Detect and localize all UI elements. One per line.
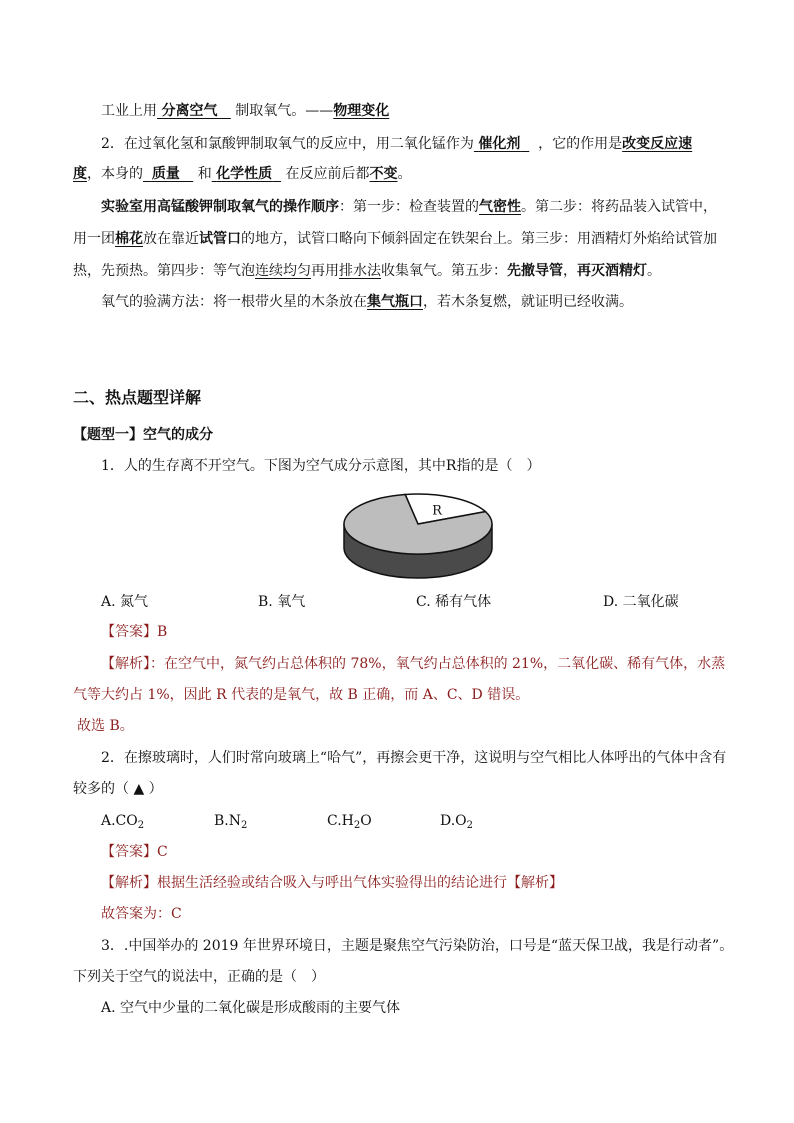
text: 2．在过氧化氢和氯酸钾制取氧气的反应中，用二氧化锰作为 [101,136,474,152]
bold-text: 先撤导管 [507,263,563,279]
question-1-answer: 【答案】B [101,624,168,640]
question-2-option-d: $D.O_2$ [440,813,474,831]
kmno4-steps-line-3: 热，先预热。第四步：等气泡连续均匀再用排水法收集氧气。第五步：先撤导管，再灭酒精灯。 [73,263,661,279]
question-1-explanation-line-2: 气等大约占 1%，因此 R 代表的是氧气，故 B 正确，而 A、C、D 错误。 [73,687,530,703]
text: 制取氧气。—— [235,103,334,119]
blank-answer: 集气瓶口 [367,294,423,310]
blank-answer: 排水法 [339,263,381,279]
blank-answer: 催化剂 [478,136,521,152]
blank-answer: 棉花 [115,231,143,247]
bold-text: 试管口 [199,231,241,247]
bold-title: 实验室用高锰酸钾制取氧气的操作顺序 [101,199,339,215]
question-1-option-a: A. 氮气 [101,594,149,610]
text: 。第二步：将药品装入试管中， [521,199,717,215]
industrial-oxygen-line [101,101,389,121]
kmno4-steps-line-1 [101,197,717,217]
question-2-option-b: $B.N_2$ [214,813,248,831]
question-2-stem-line-2: 较多的（ ▲ ） [73,781,163,797]
blank-answer: 化学性质 [216,166,273,182]
text: ，本身的 [87,166,143,182]
question-2-stem-line-1: 2．在擦玻璃时，人们时常向玻璃上“哈气”，再擦会更干净，这说明与空气相比人体呼出的气体中含有 [101,750,727,766]
blank-answer: 度 [73,166,87,182]
blank-answer: 改变反应速 [622,136,693,152]
question-2-explanation: 【解析】根据生活经验或结合吸入与呼出气体实验得出的结论进行【解析】 [101,875,563,891]
catalyst-line-2: 度，本身的 质量 和 化学性质 在反应前后都不变。 [73,166,412,182]
blank-answer: 气密性 [479,199,521,215]
question-1-option-d: D. 二氧化碳 [603,594,679,610]
section-heading: 二、热点题型详解 [73,388,202,407]
question-1-option-b: B. 氧气 [258,594,306,610]
blank-answer: 质量 [151,166,180,182]
blank-answer: 不变 [369,166,398,182]
oxygen-full-check-line: 氧气的验满方法：将一根带火星的木条放在集气瓶口，若木条复燃，就证明已经收满。 [101,294,633,310]
question-2-answer: 【答案】C [101,844,168,860]
question-2-conclusion: 故答案为：C [101,906,182,922]
pie-chart-svg [340,478,496,586]
question-1-option-c: C. 稀有气体 [416,594,492,610]
blank-answer: 物理变化 [333,103,390,119]
text: 和 [197,166,212,182]
question-type-title: 【题型一】空气的成分 [73,427,213,443]
text: 工业上用 [101,103,157,119]
pie-slice-label: R [432,503,442,519]
air-composition-pie-chart [340,478,496,586]
catalyst-line-1 [101,134,692,154]
question-1-conclusion: 故选 B。 [77,718,134,734]
kmno4-steps-line-2: 用一团棉花放在靠近试管口的地方，试管口略向下倾斜固定在铁架台上。第三步：用酒精灯外焰给试管加 [73,231,717,247]
bold-text: 再灭酒精灯 [577,263,647,279]
question-3-option-a: A. 空气中少量的二氧化碳是形成酸雨的主要气体 [101,1000,401,1016]
text: ，它的作用是 [538,136,623,152]
text: ：第一步：检查装置的 [339,199,479,215]
question-1-explanation-line-1: 【解析】：在空气中，氮气约占总体积的 78%，氧气约占总体积的 21%，二氧化碳、稀有气体，水蒸 [101,656,726,672]
question-2-option-a: $A.CO_2$ [101,813,145,831]
question-3-stem-line-1: 3．.中国举办的 2019 年世界环境日，主题是聚焦空气污染防治，口号是“蓝天保卫战，我是行动者”。 [101,938,734,954]
blank-answer: 分离空气 [161,103,218,119]
question-3-stem-line-2: 下列关于空气的说法中，正确的是（ ） [73,969,325,985]
text: 在反应前后都 [285,166,370,182]
question-1-stem: 1．人的生存离不开空气。下图为空气成分示意图，其中R指的是（ ） [101,458,541,474]
blank-answer: 连续均匀 [255,263,311,279]
question-2-option-c: $C.H_2O$ [327,813,372,831]
